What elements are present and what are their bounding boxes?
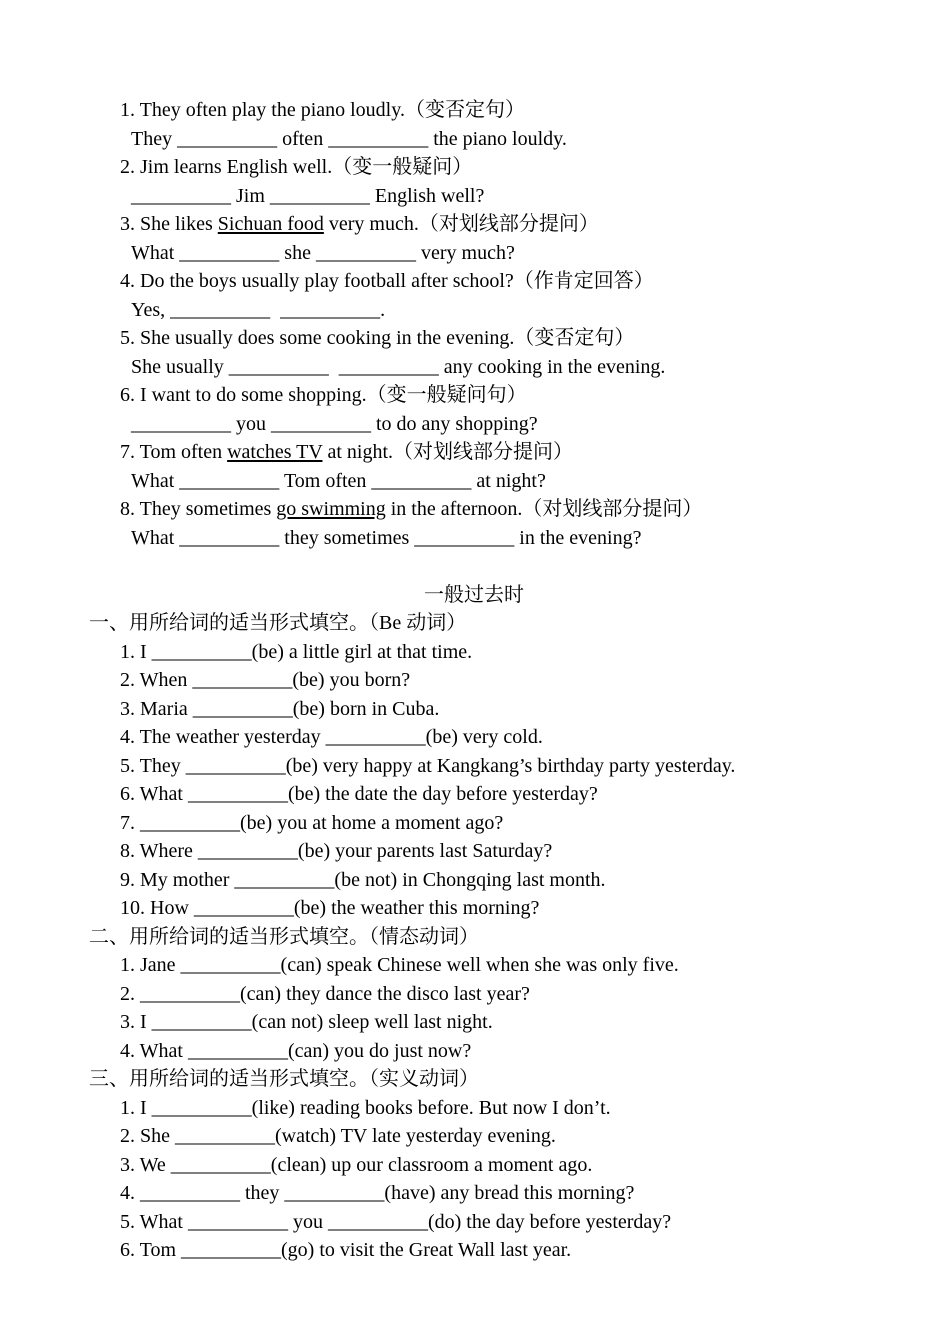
exercise-item: 8. Where __________(be) your parents last Saturday? xyxy=(120,840,553,862)
section-title: 一般过去时 xyxy=(424,583,524,606)
exercise-item: 10. How __________(be) the weather this morning? xyxy=(120,897,540,919)
answer-line-6: __________ you __________ to do any shopping? xyxy=(131,412,538,435)
worksheet-page xyxy=(0,96,950,1265)
answer-line-4: Yes, __________ __________. xyxy=(131,298,386,321)
question-3: 3. She likes Sichuan food very much.（对划线部分提问） xyxy=(120,213,599,235)
question-7: 7. Tom often watches TV at night.（对划线部分提问） xyxy=(120,441,574,463)
exercise-item: 2. __________(can) they dance the disco last year? xyxy=(120,982,530,1005)
exercise-item: 3. Maria __________(be) born in Cuba. xyxy=(120,697,440,720)
transform-exercise xyxy=(0,96,950,552)
underlined-phrase: go swimming xyxy=(276,498,386,520)
section-heading: 三、用所给词的适当形式填空。（实义动词） xyxy=(89,1068,479,1090)
exercise-item: 9. My mother __________(be not) in Chongqing last month. xyxy=(120,868,606,891)
exercise-item: 1. I __________(be) a little girl at that time. xyxy=(120,640,473,663)
answer-line-7: What __________ Tom often __________ at night? xyxy=(131,469,546,492)
exercise-item: 3. We __________(clean) up our classroom a moment ago. xyxy=(120,1153,593,1176)
question-2: 2. Jim learns English well.（变一般疑问） xyxy=(120,156,473,178)
exercise-item: 2. She __________(watch) TV late yesterday evening. xyxy=(120,1125,556,1147)
exercise-item: 4. The weather yesterday __________(be) very cold. xyxy=(120,726,543,748)
section-main-verbs xyxy=(0,1065,950,1265)
answer-line-1: They __________ often __________ the piano louldy. xyxy=(131,127,567,150)
underlined-phrase: Sichuan food xyxy=(217,213,324,235)
exercise-item: 1. I __________(like) reading books before. But now I don’t. xyxy=(120,1096,611,1119)
exercise-item: 4. What __________(can) you do just now? xyxy=(120,1039,472,1062)
answer-line-5: She usually __________ __________ any cooking in the evening. xyxy=(131,355,666,378)
exercise-item: 4. __________ they __________(have) any bread this morning? xyxy=(120,1182,635,1204)
exercise-item: 2. When __________(be) you born? xyxy=(120,669,411,691)
question-1: 1. They often play the piano loudly.（变否定句） xyxy=(120,99,525,121)
answer-line-3: What __________ she __________ very much? xyxy=(131,241,515,264)
question-5: 5. She usually does some cooking in the evening.（变否定句） xyxy=(120,327,635,349)
exercise-item: 3. I __________(can not) sleep well last night. xyxy=(120,1011,493,1033)
section-modal-verbs xyxy=(0,923,950,1066)
exercise-item: 6. Tom __________(go) to visit the Great Wall last year. xyxy=(120,1239,572,1261)
question-4: 4. Do the boys usually play football after school?（作肯定回答） xyxy=(120,270,654,292)
section-heading: 二、用所给词的适当形式填空。（情态动词） xyxy=(89,925,479,948)
exercise-item: 5. They __________(be) very happy at Kangkang’s birthday party yesterday. xyxy=(120,754,736,777)
section-heading: 一、用所给词的适当形式填空。（Be 动词） xyxy=(89,612,467,634)
answer-line-2: __________ Jim __________ English well? xyxy=(131,184,485,207)
question-6: 6. I want to do some shopping.（变一般疑问句） xyxy=(120,384,527,406)
exercise-item: 7. __________(be) you at home a moment ago? xyxy=(120,811,504,834)
exercise-item: 1. Jane __________(can) speak Chinese well when she was only five. xyxy=(120,954,679,976)
spacer xyxy=(0,552,950,581)
question-8: 8. They sometimes go swimming in the afternoon.（对划线部分提问） xyxy=(120,498,703,520)
exercise-item: 5. What __________ you __________(do) the day before yesterday? xyxy=(120,1210,672,1233)
answer-line-8: What __________ they sometimes __________ in the evening? xyxy=(131,526,642,549)
underlined-phrase: watches TV xyxy=(227,441,323,463)
section-be-verbs xyxy=(0,609,950,923)
exercise-item: 6. What __________(be) the date the day before yesterday? xyxy=(120,783,598,805)
